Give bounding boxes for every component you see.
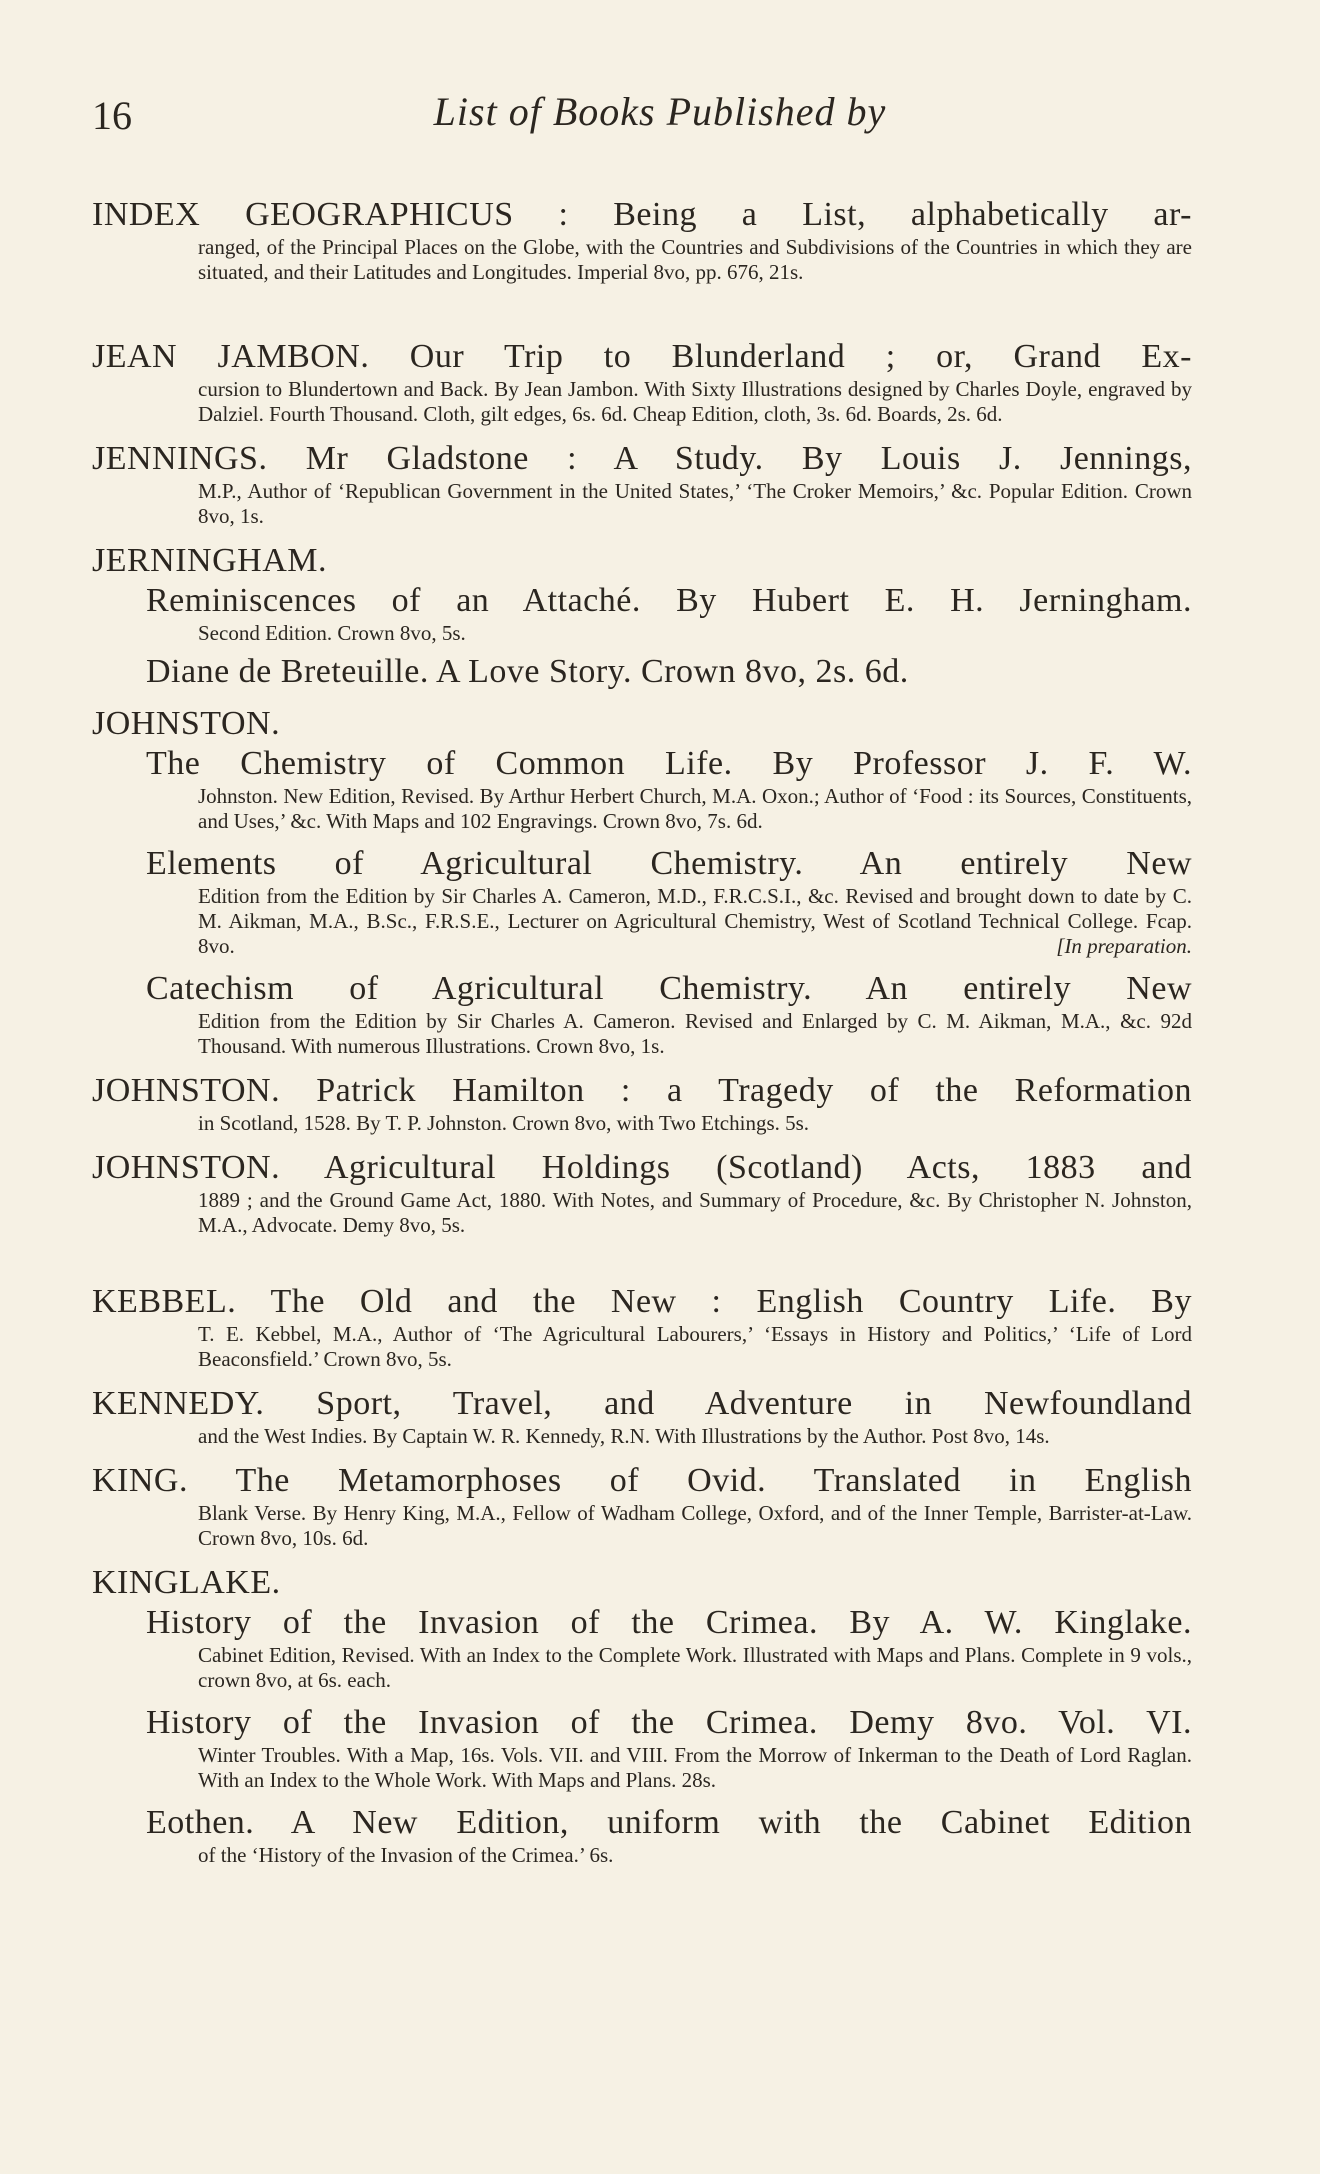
- entry-description: 1889 ; and the Ground Game Act, 1880. With Notes, and Summary of Procedure, &c. By Christopher N. Johnston, M.A., Advocate. Demy 8vo, 5s.: [198, 1188, 1192, 1237]
- book-description: Winter Troubles. With a Map, 16s. Vols. VII. and VIII. From the Morrow of Inkerman to the Death of Lord Raglan. With an Index to the Whole Work. With Maps and Plans. 28s.: [198, 1743, 1192, 1792]
- entry-johnston-chemistry: [92, 704, 1192, 1059]
- entry-johnston-hamilton: [92, 1071, 1192, 1136]
- book-heading: Reminiscences of an Attaché. By Hubert E. H. Jerningham.: [146, 582, 1192, 619]
- entry-heading: KING. The Metamorphoses of Ovid. Translated in English: [92, 1462, 1192, 1499]
- entry-description: ranged, of the Principal Places on the Globe, with the Countries and Subdivisions of the Countries in which they are situated, and their Latitudes and Longitudes. Imperial 8vo, pp. 676, 21s.: [198, 235, 1192, 284]
- entry-kinglake: [92, 1563, 1192, 1868]
- author-heading: JOHNSTON.: [92, 705, 281, 742]
- entry-heading: KENNEDY. Sport, Travel, and Adventure in Newfoundland: [92, 1385, 1192, 1422]
- entry-description: Blank Verse. By Henry King, M.A., Fellow of Wadham College, Oxford, and of the Inner Temple, Barrister-at-Law. Crown 8vo, 10s. 6d.: [198, 1501, 1192, 1550]
- entry-king: [92, 1461, 1192, 1551]
- entry-description: T. E. Kebbel, M.A., Author of ‘The Agricultural Labourers,’ ‘Essays in History and Politics,’ ‘Life of Lord Beaconsfield.’ Crown 8vo, 5s.: [198, 1322, 1192, 1371]
- entry-jerningham: [92, 541, 1192, 692]
- book-description: Johnston. New Edition, Revised. By Arthur Herbert Church, M.A. Oxon.; Author of ‘Food : its Sources, Constituents, and Uses,’ &c. With Maps and 102 Engravings. Crown 8vo, 7s. 6d.: [198, 784, 1192, 833]
- entry-index-geographicus: [92, 195, 1192, 285]
- entry-heading: INDEX GEOGRAPHICUS : Being a List, alphabetically ar-: [92, 196, 1192, 233]
- in-preparation-note: [In preparation.: [1056, 934, 1192, 958]
- entry-heading: KEBBEL. The Old and the New : English Country Life. By: [92, 1283, 1192, 1320]
- entry-heading: JENNINGS. Mr Gladstone : A Study. By Louis J. Jennings,: [92, 440, 1192, 477]
- page-title: List of Books Published by: [433, 89, 887, 134]
- book-description: Edition from the Edition by Sir Charles A. Cameron. Revised and Enlarged by C. M. Aikman, M.A., &c. 92d Thousand. With numerous Illustrations. Crown 8vo, 1s.: [198, 1009, 1192, 1058]
- entry-jean-jambon: [92, 337, 1192, 427]
- book-description: Second Edition. Crown 8vo, 5s.: [198, 621, 466, 645]
- book-description: Cabinet Edition, Revised. With an Index to the Complete Work. Illustrated with Maps and Plans. Complete in 9 vols., crown 8vo, at 6s. each.: [198, 1643, 1192, 1692]
- book-heading: Diane de Breteuille. A Love Story. Crown 8vo, 2s. 6d.: [146, 653, 909, 690]
- entry-kebbel: [92, 1282, 1192, 1372]
- entry-description: cursion to Blundertown and Back. By Jean Jambon. With Sixty Illustrations designed by Charles Doyle, engraved by Dalziel. Fourth Thousand. Cloth, gilt edges, 6s. 6d. Cheap Edition, cloth, 3s. 6d. Boards, 2s. 6d.: [198, 377, 1192, 426]
- entry-kennedy: [92, 1384, 1192, 1449]
- author-heading: JERNINGHAM.: [92, 542, 327, 579]
- book-description-text: Edition from the Edition by Sir Charles A. Cameron, M.D., F.R.C.S.I., &c. Revised and brought down to date by C. M. Aikman, M.A., B.Sc., F.R.S.E., Lecturer on Agricultural Chemistry, West of Scotland Technical College. Fcap. 8vo.: [198, 884, 1192, 958]
- page-number: 16: [92, 93, 132, 138]
- entry-description: M.P., Author of ‘Republican Government in the United States,’ ‘The Croker Memoirs,’ &c. Popular Edition. Crown 8vo, 1s.: [198, 479, 1192, 528]
- book-heading: History of the Invasion of the Crimea. By A. W. Kinglake.: [146, 1604, 1192, 1641]
- running-head: [92, 88, 1228, 144]
- author-heading: KINGLAKE.: [92, 1564, 281, 1601]
- entry-description: in Scotland, 1528. By T. P. Johnston. Crown 8vo, with Two Etchings. 5s.: [198, 1111, 810, 1135]
- book-description: of the ‘History of the Invasion of the Crimea.’ 6s.: [198, 1843, 614, 1867]
- entry-heading: JOHNSTON. Agricultural Holdings (Scotland) Acts, 1883 and: [92, 1149, 1192, 1186]
- book-heading: Eothen. A New Edition, uniform with the Cabinet Edition: [146, 1804, 1192, 1841]
- book-heading: Elements of Agricultural Chemistry. An entirely New: [146, 845, 1192, 882]
- entry-heading: JEAN JAMBON. Our Trip to Blunderland ; or, Grand Ex-: [92, 338, 1192, 375]
- entry-description: and the West Indies. By Captain W. R. Kennedy, R.N. With Illustrations by the Author. Post 8vo, 14s.: [198, 1424, 1050, 1448]
- book-heading: Catechism of Agricultural Chemistry. An entirely New: [146, 970, 1192, 1007]
- entry-johnston-holdings: [92, 1148, 1192, 1238]
- book-heading: The Chemistry of Common Life. By Professor J. F. W.: [146, 745, 1192, 782]
- catalogue-list: [92, 195, 1192, 1868]
- entry-heading: JOHNSTON. Patrick Hamilton : a Tragedy of the Reformation: [92, 1072, 1192, 1109]
- book-heading: History of the Invasion of the Crimea. Demy 8vo. Vol. VI.: [146, 1704, 1192, 1741]
- book-description: [92, 884, 1192, 959]
- entry-jennings: [92, 439, 1192, 529]
